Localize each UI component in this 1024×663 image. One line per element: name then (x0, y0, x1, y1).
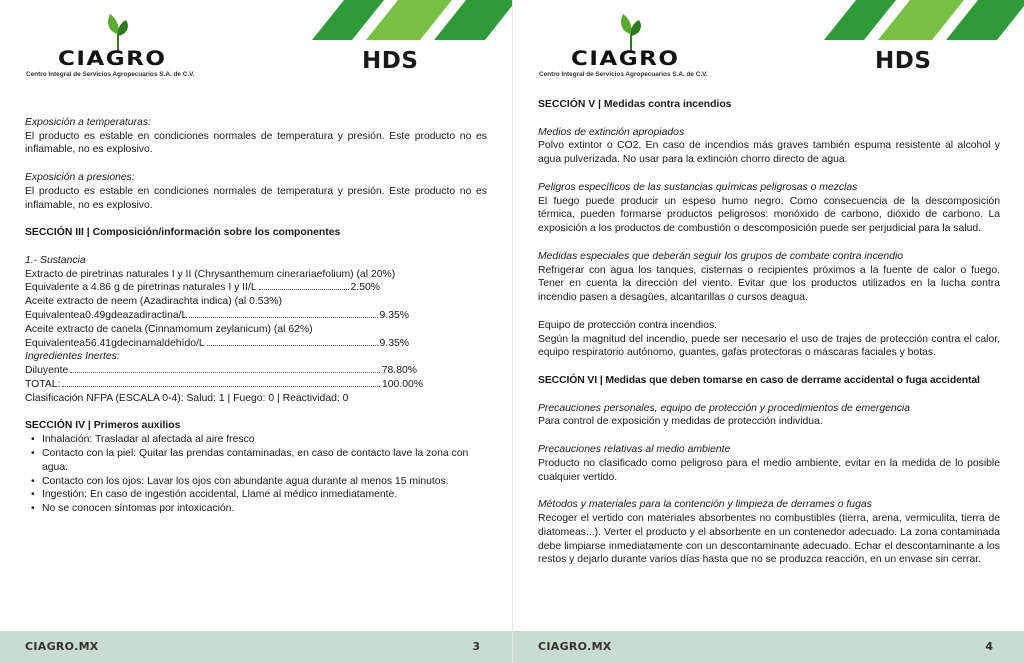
company-logo (26, 12, 216, 78)
composition-line: Aceite extracto de canela (Cinnamomum zeylanicum) (al 62%) (25, 323, 313, 335)
list-item: • Inhalación: Trasladar al afectada al aire fresco (29, 433, 487, 447)
temp-text: El producto es estable en condiciones normales de temperatura y presión. Este producto no es inflamable, no es explosivo. (25, 130, 487, 156)
first-aid-list (25, 433, 487, 516)
leaf-icon (106, 12, 130, 52)
special-measures-heading: Medidas especiales que deberán seguir los grupos de combate contra incendio (538, 250, 904, 262)
section-4-title: SECCIÓN IV | Primeros auxilios (25, 420, 181, 432)
logo-wordmark: CIAGRO (58, 48, 167, 71)
logo-wordmark: CIAGRO (571, 48, 680, 71)
methods-heading: Métodos y materiales para la contención y limpieza de derrames o fugas (538, 499, 872, 511)
substance-heading: 1.- Sustancia (25, 254, 86, 266)
page-footer (513, 631, 1024, 663)
composition-line: Extracto de piretrinas naturales I y II (Chrysanthemum cinerariaefolium) (al 20%) (25, 268, 396, 280)
composition-line: Aceite extracto de neem (Azadirachta indica) (al 0.53%) (25, 296, 283, 308)
header-stripes (282, 0, 512, 40)
composition-dotline: TOTAL: 100.00% (25, 378, 423, 390)
list-item: • No se conocen síntomas por intoxicación. (29, 502, 487, 516)
media-heading: Medios de extinción apropiados (538, 126, 685, 138)
section-3-title: SECCIÓN III | Composición/información sobre los componentes (25, 227, 341, 239)
document-code: HDS (362, 48, 419, 74)
pres-heading: Exposición a presiones: (25, 171, 135, 183)
page-4 (512, 0, 1024, 663)
hazards-text: El fuego puede producir un espeso humo negro. Como consecuencia de la descomposición térmica, pueden formarse productos peligrosos: monóxido de carbono, dióxido de carbono. La exposición a los productos de combustión o descomposición puede ser perjudicial para la salud. (538, 195, 1000, 235)
special-measures-text: Refrigerar con agua los tanques, cisternas o recipientes próximos a la fuente de calor o fuego. Tener en cuenta la dirección del viento. Evitar que los productos utilizados en la lucha contra incendio pasen a desagües, alcantarillas o cursos deagua. (538, 264, 1000, 304)
equipment-line: Equipo de protección contra incendios. (538, 319, 718, 331)
methods-text: Recoger el vertido con materiales absorbentes no combustibles (tierra, arena, vermiculita, tierra de diatomeas...). Verter el producto y el absorbente en un contenedor adecuado. La zona contaminada debe limpiarse inmediatamente con un descontaminante adecuado. Echar el descontaminante a los restos y dejarlo durante varios días hasta que no se produzca reacción, en un envase sin cerrar. (538, 512, 1000, 566)
leaf-icon (619, 12, 643, 52)
personal-precautions-heading: Precauciones personales, equipo de protección y procedimientos de emergencia (538, 402, 910, 414)
page-footer (0, 631, 512, 663)
company-subtitle: Centro Integral de Servicios Agropecuarios S.A. de C.V. (26, 71, 195, 78)
page-number: 3 (472, 640, 480, 653)
footer-website-link[interactable]: CIAGRO.MX (25, 640, 99, 653)
pres-text: El producto es estable en condiciones normales de temperatura y presión. Este producto no es inflamable, no es explosivo. (25, 185, 487, 211)
document-code: HDS (875, 48, 932, 74)
page-number: 4 (985, 640, 993, 653)
composition-dotline: Equivalente a 4.86 g de piretrinas naturales I y II/L 2.50% (25, 282, 380, 294)
header-stripes (794, 0, 1024, 40)
media-text: Polvo extintor o CO2. En caso de incendios más graves también espuma resistente al alcohol y agua pulverizada. No usar para la extinción chorro directo de agua. (538, 140, 1000, 166)
composition-dotline: Equivalentea56.41gdecinamaldehído/L 9.35% (25, 337, 409, 349)
environment-text: Producto no clasificado como peligroso para el medio ambiente, evitar en la medida de lo posible cualquier vertido. (538, 457, 1000, 483)
page-3-content (25, 98, 487, 516)
page-4-content (538, 98, 1000, 567)
list-item: • Contacto con la piel: Quitar las prendas contaminadas, en caso de contacto lave la zona con agua. (29, 447, 487, 475)
composition-dotline: Equivalentea0.49gdeazadiractina/L 9.35% (25, 309, 409, 321)
company-logo (539, 12, 729, 78)
environment-heading: Precauciones relativas al medio ambiente (538, 443, 731, 455)
company-subtitle: Centro Integral de Servicios Agropecuarios S.A. de C.V. (539, 71, 708, 78)
hazards-heading: Peligros específicos de las sustancias químicas peligrosas o mezclas (538, 181, 858, 193)
list-item: • Ingestión: En caso de ingestión accidental, Llame al médico inmediatamente. (29, 488, 487, 502)
inert-heading: Ingredientes Inertes: (25, 351, 120, 363)
temp-heading: Exposición a temperaturas: (25, 116, 151, 128)
composition-dotline: Diluyente 78.80% (25, 365, 417, 377)
list-item: • Contacto con los ojos: Lavar los ojos con abundante agua durante al menos 15 minutos. (29, 475, 487, 489)
personal-precautions-text: Para control de exposición y medidas de protección individua. (538, 416, 823, 428)
equipment-text: Según la magnitud del incendio, puede ser necesario el uso de trajes de protección contra el calor, equipo respiratorio autónomo, guantes, gafas protectoras o máscaras faciales y botas. (538, 333, 1000, 359)
nfpa-classification: Clasificación NFPA (ESCALA 0-4): Salud: 1 | Fuego: 0 | Reactividad: 0 (25, 392, 349, 404)
section-5-title: SECCIÓN V | Medidas contra incendios (538, 99, 732, 110)
footer-website-link[interactable]: CIAGRO.MX (538, 640, 612, 653)
section-6-title: SECCIÓN VI | Medidas que deben tomarse en caso de derrame accidental o fuga accidental (538, 374, 980, 386)
